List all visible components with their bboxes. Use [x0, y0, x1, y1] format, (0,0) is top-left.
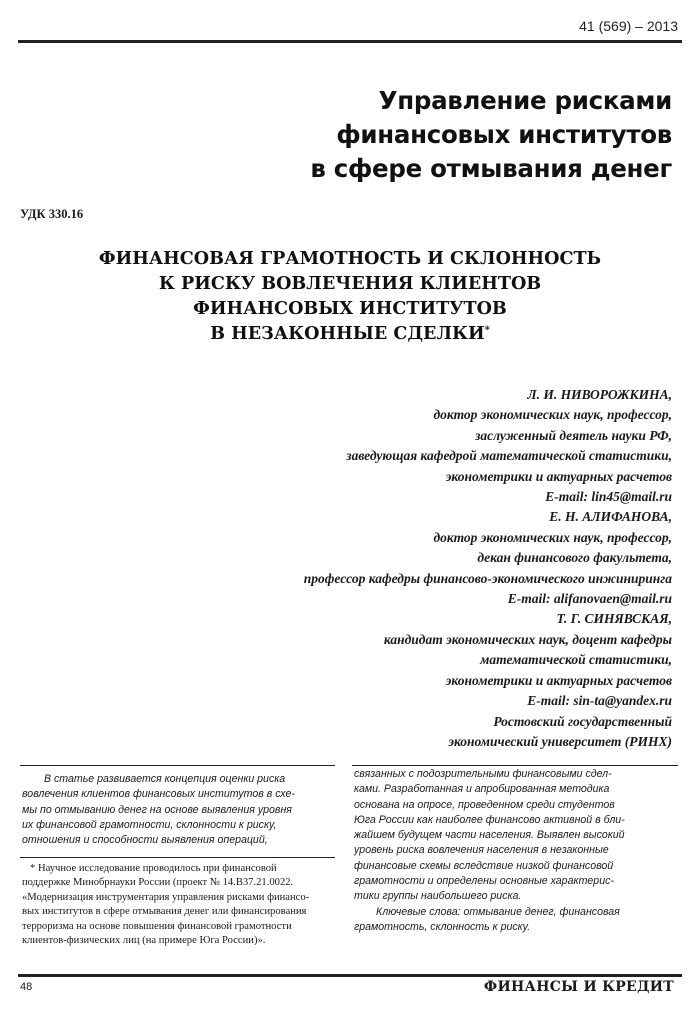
abstract-left-column [22, 772, 334, 848]
header-rule [18, 40, 682, 43]
author-3-email: E-mail: sin-ta@yandex.ru [527, 693, 672, 709]
footnote-line: вых институтов в сфере отмывания денег или финансирования [22, 906, 307, 918]
title-line: В НЕЗАКОННЫЕ СДЕЛКИ [210, 323, 485, 344]
section-title-line: Управление рисками [378, 86, 672, 115]
abstract-line: уровень риска вовлечения населения в незаконные [354, 844, 609, 857]
author-1-info: заведующая кафедрой математической статистики, [346, 448, 672, 464]
keywords-label: Ключевые слова: [376, 905, 461, 918]
author-2-info: профессор кафедры финансово-экономического инжиниринга [303, 570, 672, 586]
abstract-line: основана на опросе, проведенном среди студентов [354, 798, 615, 811]
author-1-info: эконометрики и актуарных расчетов [445, 468, 672, 484]
abstract-line: финансовые схемы вследствие низкой финансовой [354, 859, 614, 872]
abstract-line: отношения и способности выявления операций, [22, 834, 268, 847]
author-2-name: Е. Н. АЛИФАНОВА, [549, 509, 672, 525]
affiliation-line: Ростовский государственный [493, 713, 672, 729]
author-3-info: кандидат экономических наук, доцент кафедры [383, 631, 672, 647]
author-2-email: E-mail: alifanovaen@mail.ru [507, 591, 672, 607]
footnote-line: клиентов-физических лиц (на примере Юга России)». [22, 935, 266, 947]
abstract-line: их финансовой грамотности, склонности к риску, [22, 818, 277, 831]
udk-code: УДК 330.16 [20, 207, 84, 221]
title-line: ФИНАНСОВАЯ ГРАМОТНОСТЬ И СКЛОННОСТЬ [98, 248, 602, 269]
footnote-line: поддержке Минобрнауки России (проект № 14.В37.21.0022. [22, 877, 294, 889]
title-line: ФИНАНСОВЫХ ИНСТИТУТОВ [193, 298, 507, 319]
author-3-name: Т. Г. СИНЯВСКАЯ, [556, 611, 672, 627]
abstract-line: ками. Разработанная и апробированная методика [354, 783, 610, 796]
journal-name: ФИНАНСЫ И КРЕДИТ [483, 979, 674, 995]
abstract-rule-right [352, 765, 678, 766]
abstract-line: жайшем будущем части населения. Выявлен высокий [354, 829, 625, 842]
footnote-rule [20, 857, 335, 858]
abstract-line: грамотности и определены основные характерис- [354, 875, 614, 888]
footer-rule [18, 974, 682, 977]
abstract-line: связанных с подозрительными финансовыми сдел- [354, 768, 612, 780]
author-2-info: декан финансового факультета, [477, 550, 672, 566]
footnote-line: терроризма на основе повышения финансовой грамотности [22, 920, 292, 932]
abstract-right-column [354, 767, 676, 935]
affiliation-line: экономический университет (РИНХ) [448, 733, 672, 749]
authors-block [304, 385, 672, 752]
footnote [22, 862, 334, 948]
author-1-email: E-mail: lin45@mail.ru [545, 489, 672, 505]
footnote-line: * Научное исследование проводилось при финансовой [30, 863, 277, 874]
author-1-info: доктор экономических наук, профессор, [433, 407, 672, 423]
abstract-line: В статье развивается концепция оценки риска [44, 773, 286, 785]
footnote-line: «Модернизация инструментария управления рисками финансо- [22, 891, 310, 903]
abstract-line: тики группы наибольшего риска. [354, 890, 522, 903]
abstract-line: вовлечения клиентов финансовых институтов в схе- [22, 788, 295, 801]
abstract-rule-left [20, 765, 335, 766]
abstract-line: Юга России как наиболее финансово активной в бли- [354, 813, 625, 826]
section-title [310, 84, 672, 186]
page-number: 48 [20, 981, 33, 993]
section-title-line: финансовых институтов [336, 120, 672, 149]
title-line: К РИСКУ ВОВЛЕЧЕНИЯ КЛИЕНТОВ [158, 273, 542, 294]
section-title-line: в сфере отмывания денег [310, 154, 672, 183]
author-1-info: заслуженный деятель науки РФ, [475, 427, 672, 443]
author-1-name: Л. И. НИВОРОЖКИНА, [527, 387, 672, 402]
author-3-info: эконометрики и актуарных расчетов [445, 672, 672, 688]
footnote-mark: * [484, 325, 490, 336]
author-2-info: доктор экономических наук, профессор, [433, 529, 672, 545]
author-3-info: математической статистики, [480, 652, 672, 668]
keywords-text: грамотность, склонность к риску. [354, 920, 531, 933]
keywords-text: отмывание денег, финансовая [463, 905, 620, 918]
issue-number: 41 (569) – 2013 [579, 18, 678, 34]
abstract-line: мы по отмыванию денег на основе выявления уровня [22, 803, 292, 816]
article-title [20, 246, 680, 346]
